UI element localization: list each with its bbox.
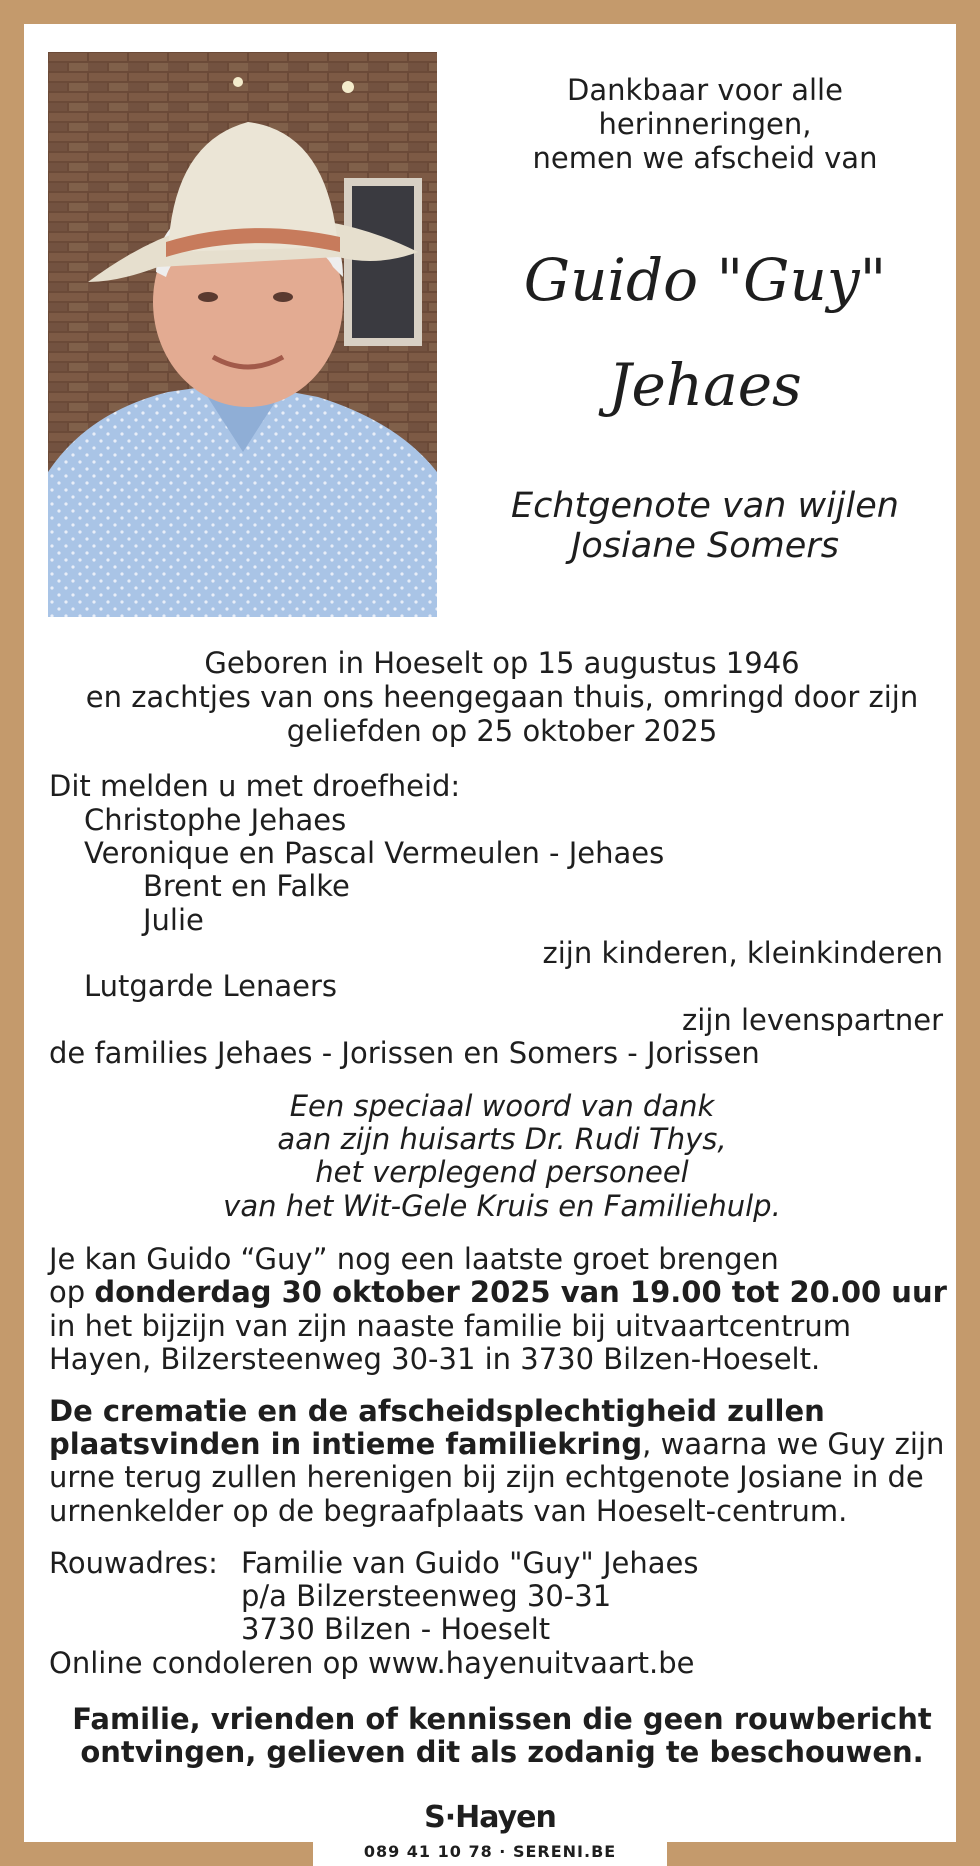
birth-line-3: geliefden op 25 oktober 2025 <box>286 714 718 748</box>
hayen-logo: S·Hayen <box>424 1800 556 1835</box>
cremation-line-2 <box>49 1427 944 1461</box>
thanks-line-2: aan zijn huisarts Dr. Rudi Thys, <box>277 1122 727 1156</box>
visit-line-2 <box>49 1275 947 1309</box>
birth-line-1: Geboren in Hoeselt op 15 augustus 1946 <box>204 646 800 680</box>
deceased-name-first: Guido "Guy" <box>523 246 887 314</box>
thanks-line-4: van het Wit-Gele Kruis en Familiehulp. <box>223 1189 781 1223</box>
address-label: Rouwadres: <box>49 1546 218 1580</box>
family-families: de families Jehaes - Jorissen en Somers - Jorissen <box>49 1036 760 1070</box>
cremation-line-3: urne terug zullen herenigen bij zijn echtgenote Josiane in de <box>49 1460 924 1494</box>
cremation-line-2-rest: , waarna we Guy zijn <box>642 1427 945 1461</box>
spouse-line-1: Echtgenote van wijlen <box>511 486 899 526</box>
footer-contact: 089 41 10 78 · SERENI.BE <box>363 1842 617 1861</box>
address-line-1: Familie van Guido "Guy" Jehaes <box>241 1546 699 1580</box>
cremation-line-1: De crematie en de afscheidsplechtigheid zullen <box>49 1394 825 1428</box>
cremation-line-4: urnenkelder op de begraafplaats van Hoeselt-centrum. <box>49 1494 848 1528</box>
deceased-name-last: Jehaes <box>608 351 802 419</box>
family-heading: Dit melden u met droefheid: <box>49 769 461 803</box>
thanks-line-1: Een speciaal woord van dank <box>289 1089 715 1123</box>
portrait-photo <box>48 52 437 617</box>
birth-line-2: en zachtjes van ons heengegaan thuis, omringd door zijn <box>85 680 919 714</box>
family-partner: Lutgarde Lenaers <box>84 969 337 1003</box>
intro-line-2: herinneringen, <box>598 107 812 141</box>
notice-line-1: Familie, vrienden of kennissen die geen rouwbericht <box>72 1702 932 1736</box>
address-line-2: p/a Bilzersteenweg 30-31 <box>241 1579 612 1613</box>
cremation-line-2-bold: plaatsvinden in intieme familiekring <box>49 1427 643 1461</box>
thanks-line-3: het verplegend personeel <box>315 1155 689 1189</box>
visit-line-2-prefix: op <box>49 1275 95 1309</box>
intro-line-3: nemen we afscheid van <box>532 141 878 175</box>
family-child-2: Veronique en Pascal Vermeulen - Jehaes <box>84 836 665 870</box>
address-line-3: 3730 Bilzen - Hoeselt <box>241 1612 551 1646</box>
family-relation-children: zijn kinderen, kleinkinderen <box>542 936 943 970</box>
family-grandchildren-2: Julie <box>143 903 204 937</box>
visit-datetime: donderdag 30 oktober 2025 van 19.00 tot 20.00 uur <box>94 1275 947 1309</box>
family-relation-partner: zijn levenspartner <box>682 1003 943 1037</box>
visit-line-4: Hayen, Bilzersteenweg 30-31 in 3730 Bilzen-Hoeselt. <box>49 1342 821 1376</box>
family-child-1: Christophe Jehaes <box>84 803 347 837</box>
online-condolence: Online condoleren op www.hayenuitvaart.be <box>49 1646 695 1680</box>
spouse-line-2: Josiane Somers <box>571 526 839 566</box>
intro-line-1: Dankbaar voor alle <box>567 73 843 107</box>
visit-line-3: in het bijzijn van zijn naaste familie bij uitvaartcentrum <box>49 1309 851 1343</box>
family-grandchildren-1: Brent en Falke <box>143 869 350 903</box>
notice-line-2: ontvingen, gelieven dit als zodanig te beschouwen. <box>80 1735 924 1769</box>
visit-line-1: Je kan Guido “Guy” nog een laatste groet brengen <box>49 1242 779 1276</box>
